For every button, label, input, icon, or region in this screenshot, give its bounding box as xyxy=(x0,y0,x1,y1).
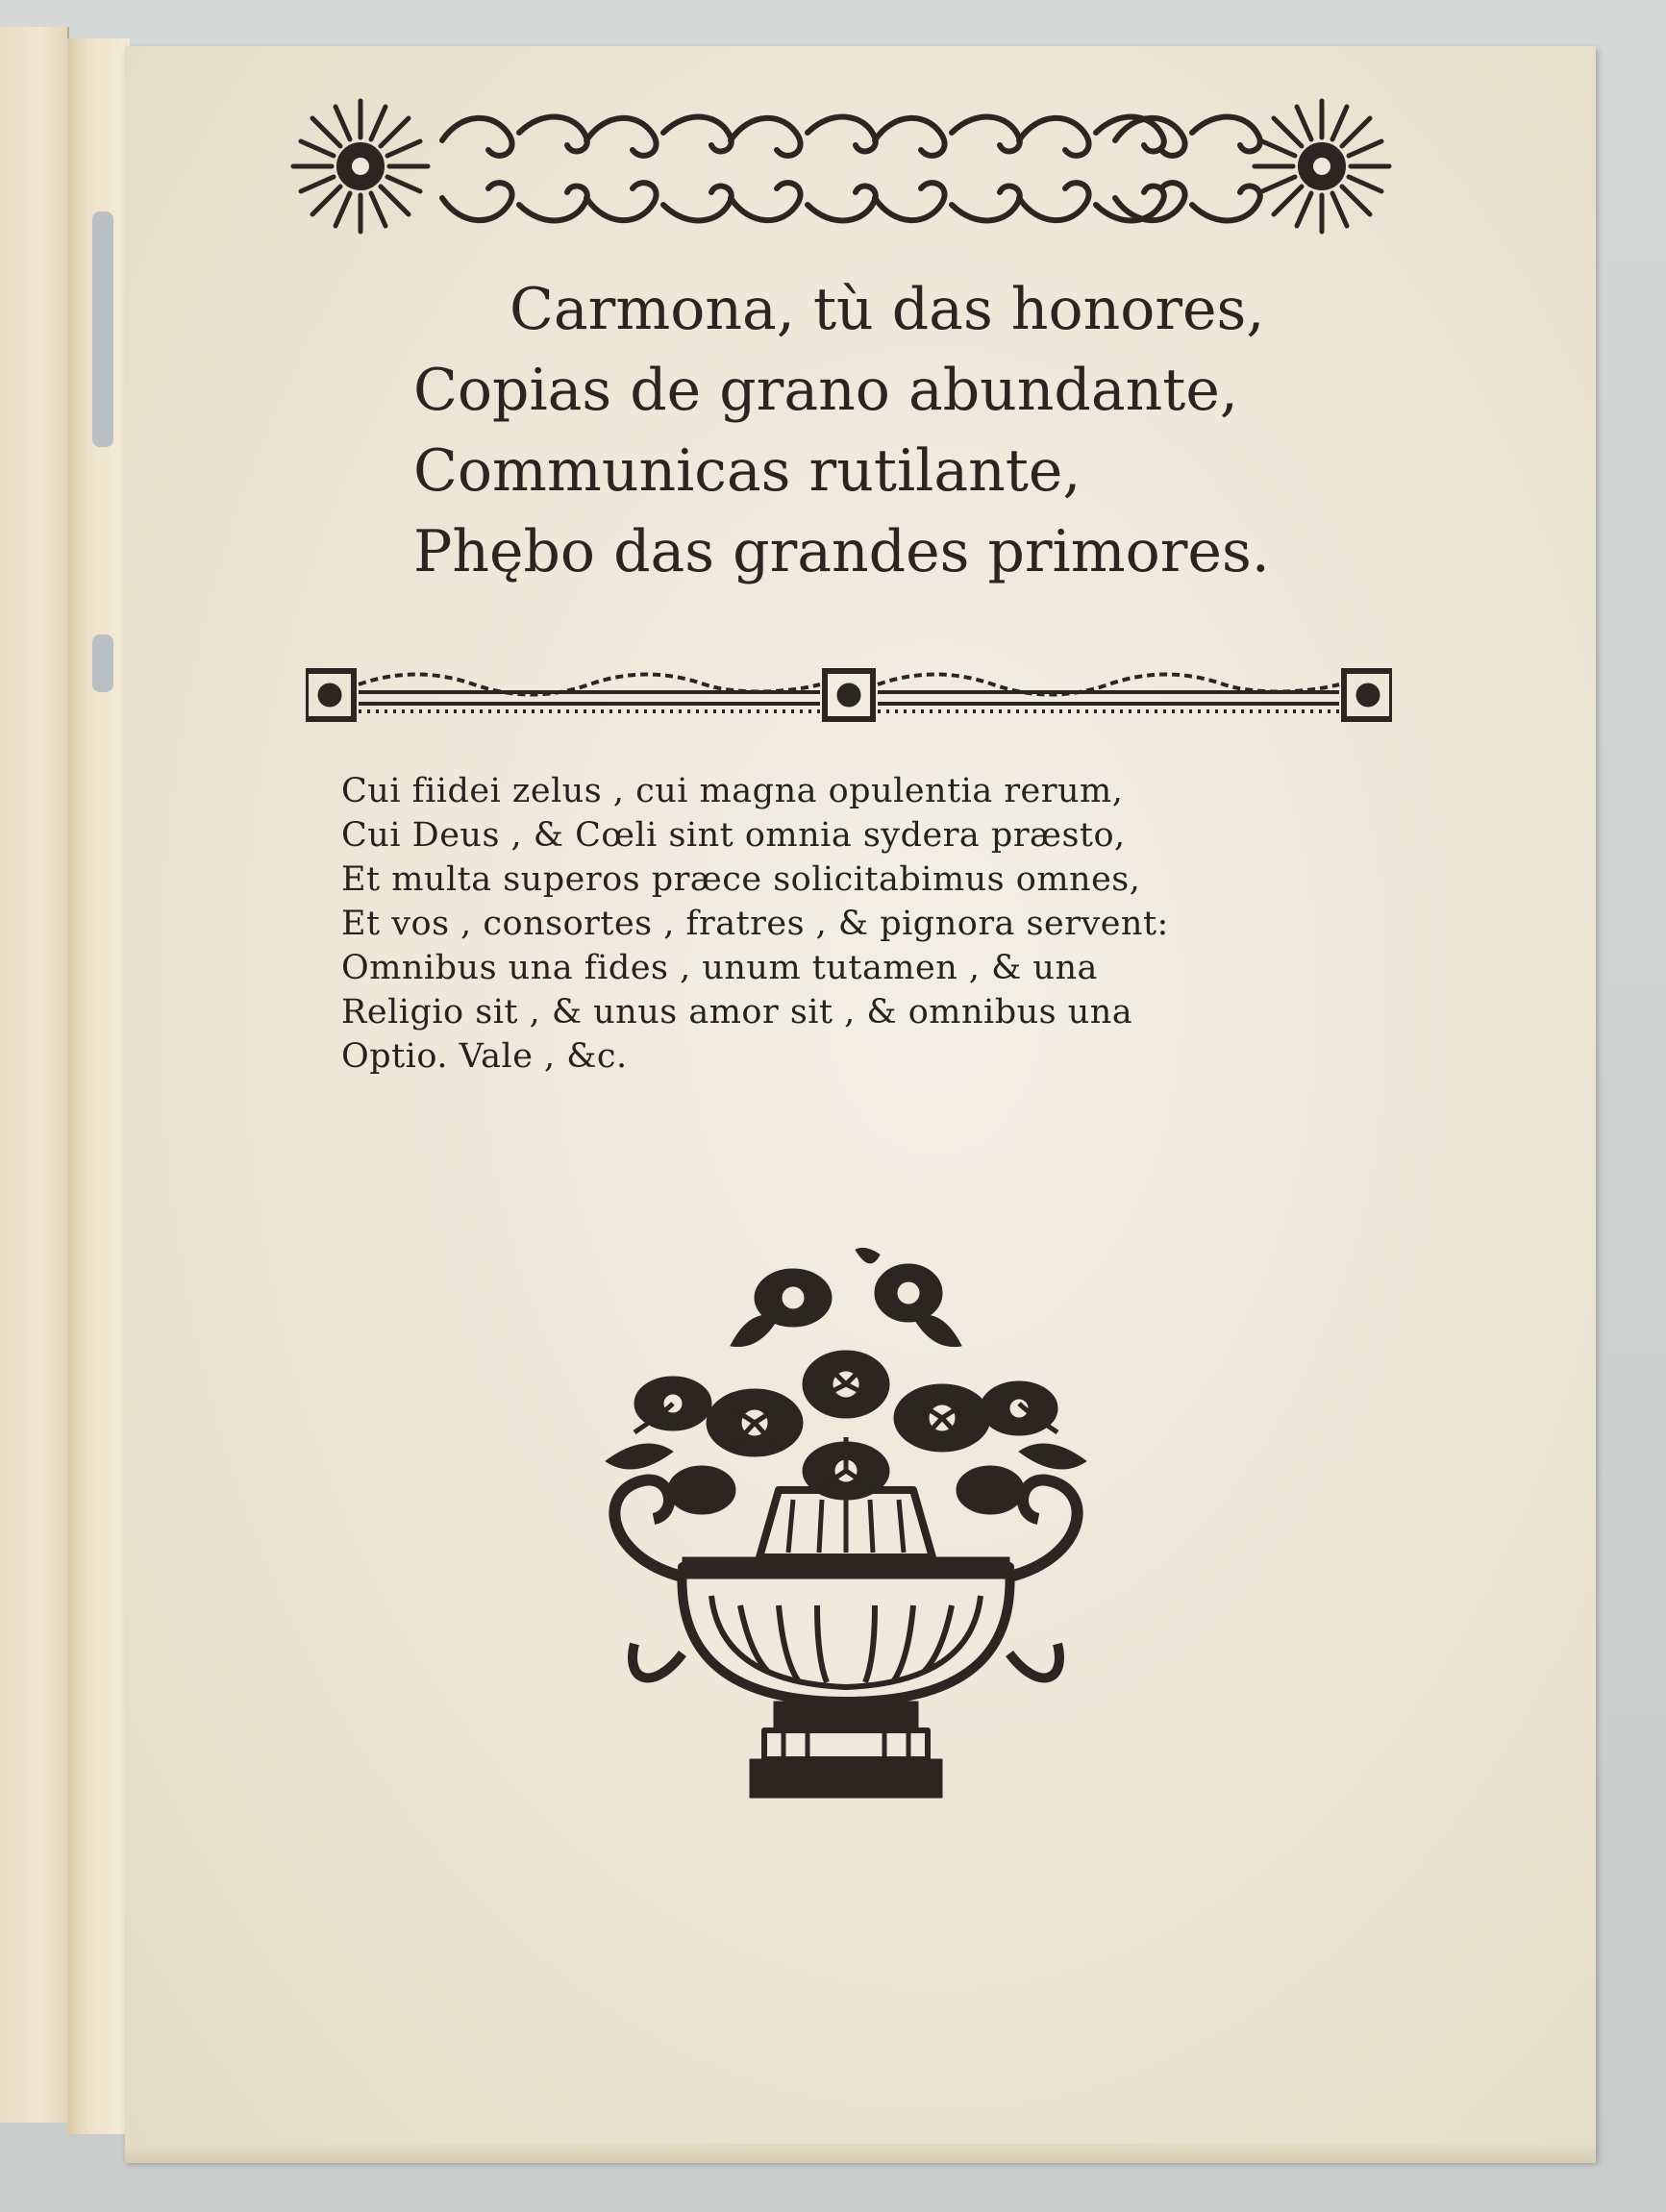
latin-line: Cui Deus , & Cœli sint omnia sydera præsto, xyxy=(341,816,1126,855)
latin-line: Et vos , consortes , fratres , & pignora servent: xyxy=(341,905,1169,943)
verse-line: Phębo das grandes primores. xyxy=(413,518,1270,585)
verse-line: Carmona, tù das honores, xyxy=(510,276,1265,343)
latin-line: Et multa superos præce solicitabimus omnes, xyxy=(341,860,1141,899)
floral-rule-icon xyxy=(306,663,1392,727)
verse-line: Copias de grano abundante, xyxy=(413,357,1238,424)
latin-text xyxy=(341,769,1303,1079)
verse-line: Communicas rutilante, xyxy=(413,437,1082,505)
latin-line: Religio sit , & unus amor sit , & omnibus una xyxy=(341,993,1133,1031)
latin-line: Omnibus una fides , unum tutamen , & una xyxy=(341,949,1098,987)
flower-vase-icon xyxy=(567,1240,1125,1817)
latin-line: Cui fiidei zelus , cui magna opulentia rerum, xyxy=(341,772,1124,810)
binding-tear xyxy=(92,634,113,692)
facing-page-edge xyxy=(0,27,69,2123)
sun-and-scroll-icon xyxy=(288,94,1394,238)
page-bottom-edge xyxy=(125,2144,1596,2163)
latin-line: Optio. Vale , &c. xyxy=(341,1037,628,1076)
binding-tear xyxy=(92,211,113,447)
spanish-verse xyxy=(413,269,1375,592)
